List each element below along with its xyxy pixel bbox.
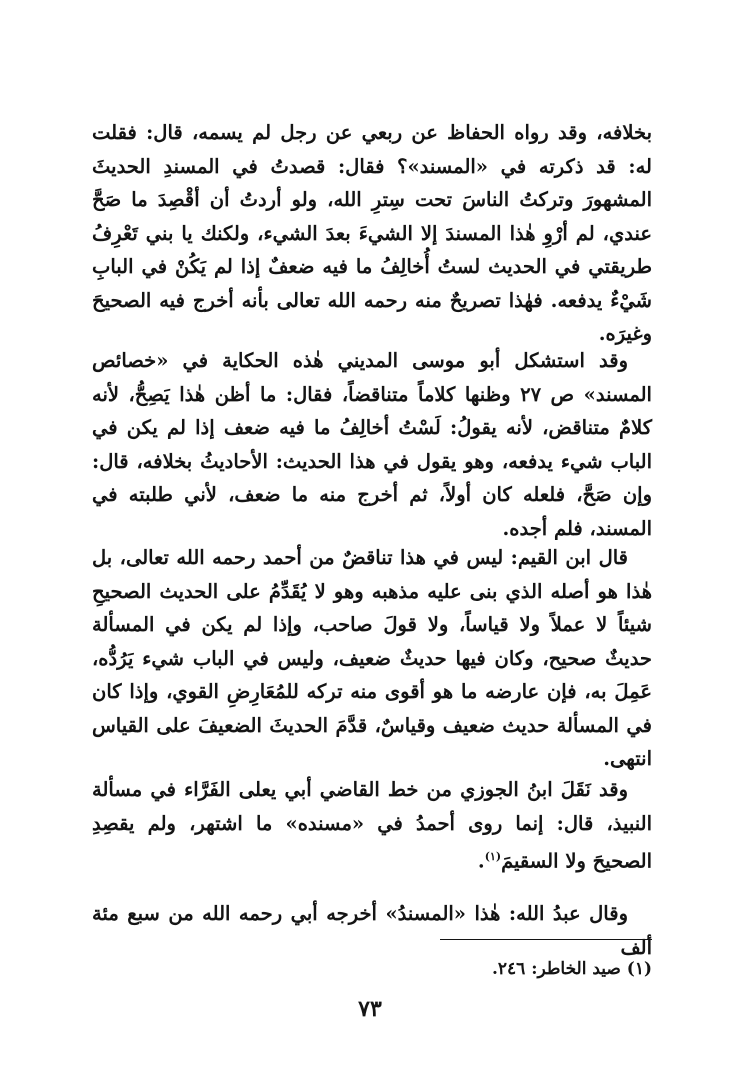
paragraph-1 bbox=[92, 116, 652, 351]
paragraph-text: وقد نَقَلَ ابنُ الجوزي من خط القاضي أبي يعلى الفَرَّاء في مسألة النبيذ، قال: إنما روى أحمدُ في «مسنده» ما اشتهر، ولم يقصِدِ الصحيحَ ولا السقيمَ bbox=[92, 778, 652, 873]
paragraph-text: قال ابن القيم: ليس في هذا تناقضٌ من أحمد رحمه الله تعالى، بل هٰذا هو أصله الذي بنى عليه مذهبه وهو لا يُقَدِّمُ على الحديث الصحيحِ شيئاً لا عملاً ولا قياساً، ولا قولَ صاحب، وإذا لم يكن في المسألة حديثٌ صحيح، وكان فيها حديثٌ ضعيف، وليس في الباب شيء يَرُدُّه، عَمِلَ به، فإن عارضه ما هو أقوى منه تركه للمُعَارِضِ القوي، وإذا كان في المسألة حديث ضعيف وقياسٌ، قدَّمَ الحديثَ الضعيفَ على القياس انتهى. bbox=[92, 546, 652, 770]
paragraph-5 bbox=[92, 897, 652, 964]
paragraph-3 bbox=[92, 541, 652, 776]
page-number: ٧٣ bbox=[358, 996, 382, 1022]
footnote-reference: (١) bbox=[484, 850, 502, 863]
paragraph-text: بخلافه، وقد رواه الحفاظ عن ربعي عن رجل لم يسمه، قال: فقلت له: قد ذكرته في «المسند»؟ فقال: قصدتُ في المسندِ الحديثَ المشهورَ وتركتُ الناسَ تحت سِترِ الله، ولو أردتُ أن أقْصِدَ ما صَحَّ عندي، لم أرْوِ هٰذا المسندَ إلا الشيءَ بعدَ الشيء، ولكنك يا بني تَعْرِفُ طريقتي في الحديث لستُ أُخالِفُ ما فيه ضعفٌ إذا لم يَكُنْ في البابِ شَيْءٌ يدفعه. فهٰذا تصريحٌ منه رحمه الله تعالى بأنه أخرج فيه الصحيحَ وغيرَه. bbox=[92, 121, 652, 345]
paragraph-text: وقال عبدُ الله: هٰذا «المسندُ» أخرجه أبي رحمه الله من سبع مئة ألف bbox=[92, 902, 652, 959]
paragraph-2 bbox=[92, 344, 652, 545]
footnote: (١) صيد الخاطر: ٢٤٦. bbox=[491, 959, 652, 979]
paragraph-text: وقد استشكل أبو موسى المديني هٰذه الحكاية في «خصائص المسند» ص ٢٧ وظنها كلاماً متناقضاً، فقال: ما أظن هٰذا يَصِحُّ، لأنه كلامٌ متناقض، لأنه يقولُ: لَسْتُ أخالِفُ ما فيه ضعف إذا لم يكن في الباب شيء يدفعه، وهو يقول في هذا الحديث: الأحاديثُ بخلافه، قال: وإن صَحَّ، فلعله كان أولاً، ثم أخرج منه ما ضعف، لأني طلبته في المسند، فلم أجده. bbox=[92, 349, 652, 540]
paragraph-with-footnote: وقد نَقَلَ ابنُ الجوزي من خط القاضي أبي يعلى الفَرَّاء في مسألة النبيذ، قال: إنما روى أحمدُ في «مسنده» ما اشتهر، ولم يقصِدِ الصحيحَ ولا السقيمَ$^{(١)}$. bbox=[92, 778, 652, 873]
footnote-divider bbox=[440, 939, 652, 940]
paragraph-4 bbox=[92, 773, 652, 878]
